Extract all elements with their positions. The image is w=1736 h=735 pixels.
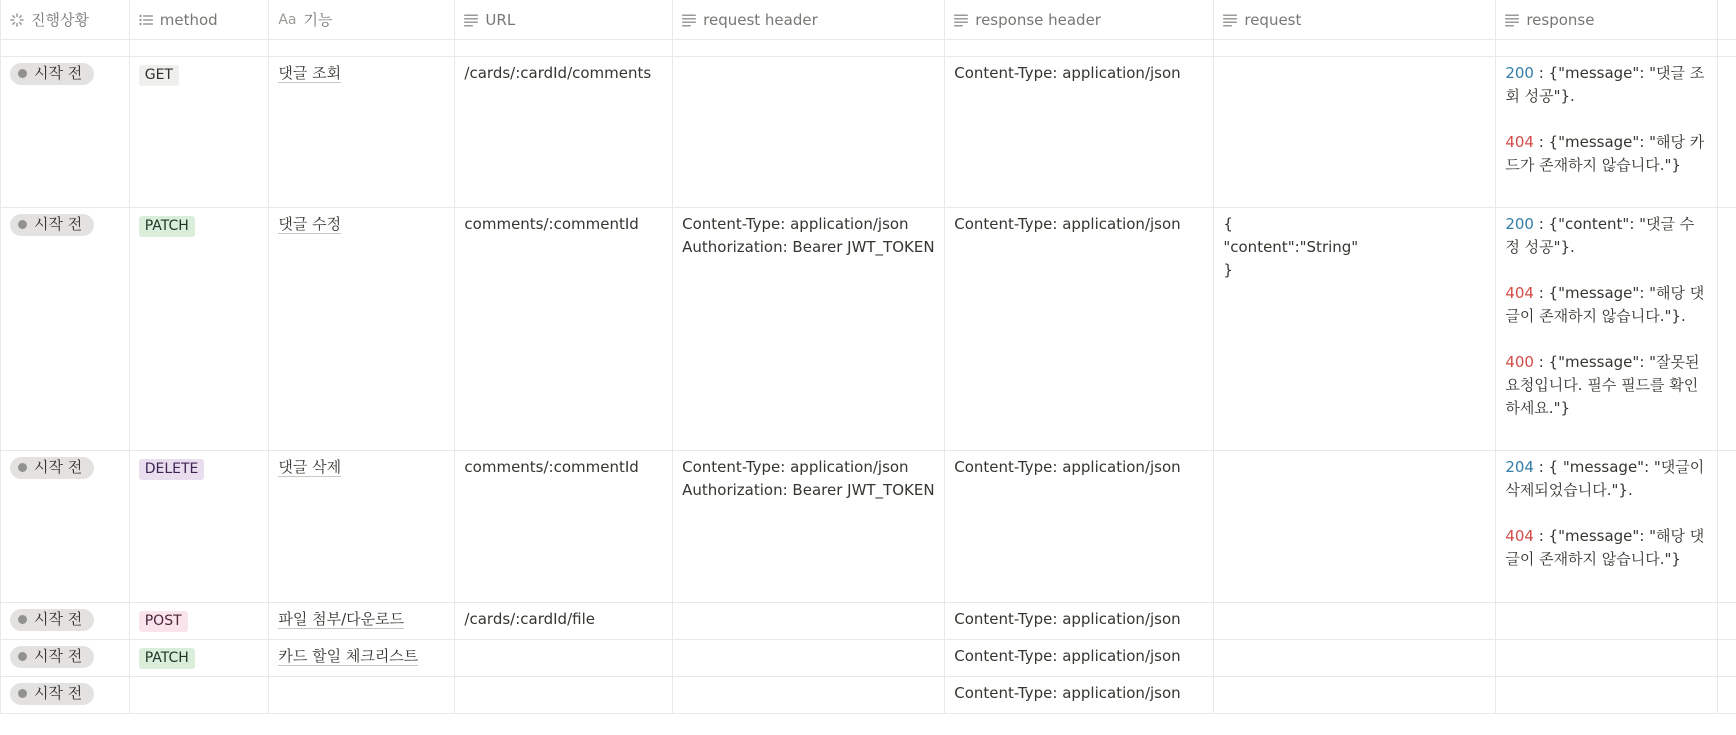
response-header-text: Content-Type: application/json bbox=[954, 684, 1181, 702]
table-scroll-gutter bbox=[1718, 57, 1736, 207]
url-text: /cards/:cardId/comments bbox=[464, 64, 652, 82]
response-message: : {"content": "댓글 수정 성공"}. bbox=[1505, 215, 1695, 256]
status-cell[interactable] bbox=[0, 640, 130, 676]
method-tag[interactable]: PATCH bbox=[139, 216, 195, 237]
url-cell[interactable] bbox=[455, 677, 673, 713]
column-header-label: 진행상황 bbox=[31, 11, 89, 29]
table-row[interactable] bbox=[0, 677, 1736, 714]
column-header-status[interactable] bbox=[0, 0, 130, 39]
table-row[interactable] bbox=[0, 208, 1736, 451]
table-scroll-gutter bbox=[1718, 451, 1736, 602]
request-header-cell[interactable] bbox=[673, 603, 945, 639]
status-label: 시작 전 bbox=[34, 610, 83, 628]
response-entry bbox=[1505, 62, 1708, 108]
table-cell bbox=[945, 40, 1214, 56]
status-cell[interactable] bbox=[0, 57, 130, 207]
response-header-cell[interactable] bbox=[945, 640, 1214, 676]
feature-title-link[interactable]: 카드 할일 체크리스트 bbox=[278, 647, 419, 665]
response-header-text: Content-Type: application/json bbox=[954, 647, 1181, 665]
response-entry bbox=[1505, 282, 1708, 328]
status-badge[interactable] bbox=[10, 214, 94, 236]
method-tag[interactable]: POST bbox=[139, 611, 188, 632]
response-header-cell[interactable] bbox=[945, 603, 1214, 639]
status-code: 400 bbox=[1505, 353, 1534, 371]
table-header-row bbox=[0, 0, 1736, 40]
status-label: 시작 전 bbox=[34, 458, 83, 476]
response-entry bbox=[1505, 351, 1708, 420]
table-cell bbox=[1496, 40, 1718, 56]
column-header-label: URL bbox=[485, 11, 516, 29]
feature-cell[interactable] bbox=[269, 640, 455, 676]
feature-cell[interactable] bbox=[269, 451, 455, 602]
status-dot-icon bbox=[18, 220, 27, 229]
table-row-clipped bbox=[0, 40, 1736, 57]
response-header-text: Content-Type: application/json bbox=[954, 64, 1181, 82]
status-code: 200 bbox=[1505, 64, 1534, 82]
request-header-cell[interactable] bbox=[673, 451, 945, 602]
status-code: 204 bbox=[1505, 458, 1534, 476]
title-aa-icon: Aa bbox=[278, 12, 297, 28]
table-cell bbox=[673, 40, 945, 56]
table-row[interactable] bbox=[0, 451, 1736, 603]
status-dot-icon bbox=[18, 463, 27, 472]
status-label: 시작 전 bbox=[34, 684, 83, 702]
status-label: 시작 전 bbox=[34, 215, 83, 233]
table-cell bbox=[455, 40, 673, 56]
url-cell[interactable] bbox=[455, 603, 673, 639]
request-header-cell[interactable] bbox=[673, 208, 945, 450]
response-message: : {"message": "댓글 조회 성공"}. bbox=[1505, 64, 1705, 105]
status-cell[interactable] bbox=[0, 208, 130, 450]
table-scroll-gutter bbox=[1718, 208, 1736, 450]
table-cell bbox=[0, 40, 130, 56]
status-code: 404 bbox=[1505, 133, 1534, 151]
column-header-label: 기능 bbox=[303, 11, 333, 29]
status-badge[interactable] bbox=[10, 63, 94, 85]
column-header-label: request header bbox=[703, 11, 818, 29]
request-header-cell[interactable] bbox=[673, 640, 945, 676]
status-dot-icon bbox=[18, 689, 27, 698]
table-scroll-gutter bbox=[1718, 640, 1736, 676]
column-header-request-header[interactable] bbox=[673, 0, 945, 39]
response-header-cell[interactable] bbox=[945, 451, 1214, 602]
text-lines-icon bbox=[1223, 13, 1237, 27]
request-cell[interactable] bbox=[1214, 451, 1496, 602]
response-cell[interactable] bbox=[1496, 57, 1718, 207]
status-cell[interactable] bbox=[0, 677, 130, 713]
response-header-cell[interactable] bbox=[945, 677, 1214, 713]
status-badge[interactable] bbox=[10, 646, 94, 668]
feature-title-link[interactable]: 댓글 수정 bbox=[278, 215, 342, 233]
response-cell[interactable] bbox=[1496, 677, 1718, 713]
url-cell[interactable] bbox=[455, 57, 673, 207]
column-header-response-header[interactable] bbox=[945, 0, 1214, 39]
table-cell bbox=[1214, 40, 1496, 56]
table-scroll-gutter bbox=[1718, 677, 1736, 713]
status-dot-icon bbox=[18, 615, 27, 624]
status-cell[interactable] bbox=[0, 603, 130, 639]
response-entry bbox=[1505, 213, 1708, 259]
response-cell[interactable] bbox=[1496, 640, 1718, 676]
feature-cell[interactable] bbox=[269, 603, 455, 639]
response-header-text: Content-Type: application/json bbox=[954, 458, 1181, 476]
method-cell[interactable] bbox=[130, 208, 270, 450]
response-message: : {"message": "해당 댓글이 존재하지 않습니다."} bbox=[1505, 527, 1705, 568]
table-scroll-gutter bbox=[1718, 603, 1736, 639]
feature-title-link[interactable]: 댓글 삭제 bbox=[278, 458, 342, 476]
response-header-cell[interactable] bbox=[945, 208, 1214, 450]
column-header-label: method bbox=[159, 11, 218, 29]
table-row[interactable] bbox=[0, 640, 1736, 677]
request-cell[interactable] bbox=[1214, 208, 1496, 450]
feature-cell[interactable] bbox=[269, 208, 455, 450]
method-cell[interactable] bbox=[130, 57, 270, 207]
column-header-label: response header bbox=[975, 11, 1101, 29]
column-header-feature[interactable] bbox=[269, 0, 455, 39]
url-text: /cards/:cardId/file bbox=[464, 610, 595, 628]
method-tag[interactable]: GET bbox=[139, 65, 179, 86]
column-header-request[interactable] bbox=[1214, 0, 1496, 39]
url-cell[interactable] bbox=[455, 451, 673, 602]
column-header-url[interactable] bbox=[455, 0, 673, 39]
method-tag[interactable]: DELETE bbox=[139, 459, 205, 480]
text-lines-icon bbox=[954, 13, 968, 27]
url-text: comments/:commentId bbox=[464, 215, 639, 233]
status-cell[interactable] bbox=[0, 451, 130, 602]
request-header-cell[interactable] bbox=[673, 57, 945, 207]
table-cell bbox=[1718, 40, 1736, 56]
column-header-label: request bbox=[1244, 11, 1302, 29]
column-header-method[interactable] bbox=[130, 0, 270, 39]
response-message: : { "message": "댓글이 삭제되었습니다."}. bbox=[1505, 458, 1705, 499]
status-dot-icon bbox=[18, 652, 27, 661]
table-scroll-gutter bbox=[1718, 0, 1736, 39]
status-label: 시작 전 bbox=[34, 64, 83, 82]
response-message: : {"message": "해당 댓글이 존재하지 않습니다."}. bbox=[1505, 284, 1705, 325]
method-cell[interactable] bbox=[130, 640, 270, 676]
request-header-cell[interactable] bbox=[673, 677, 945, 713]
response-entry bbox=[1505, 131, 1708, 177]
status-label: 시작 전 bbox=[34, 647, 83, 665]
request-header-text: Content-Type: application/json Authorization: Bearer JWT_TOKEN bbox=[682, 458, 935, 499]
list-icon bbox=[139, 13, 153, 27]
request-cell[interactable] bbox=[1214, 57, 1496, 207]
feature-cell[interactable] bbox=[269, 677, 455, 713]
response-message: : {"message": "해당 카드가 존재하지 않습니다."} bbox=[1505, 133, 1705, 174]
url-cell[interactable] bbox=[455, 640, 673, 676]
status-badge[interactable] bbox=[10, 683, 94, 705]
status-code: 404 bbox=[1505, 527, 1534, 545]
response-header-text: Content-Type: application/json bbox=[954, 610, 1181, 628]
status-badge[interactable] bbox=[10, 609, 94, 631]
response-message: : {"message": "잘못된 요청입니다. 필수 필드를 확인하세요."} bbox=[1505, 353, 1700, 417]
text-lines-icon bbox=[682, 13, 696, 27]
response-cell[interactable] bbox=[1496, 208, 1718, 450]
text-lines-icon bbox=[1505, 13, 1519, 27]
request-header-text: Content-Type: application/json Authorization: Bearer JWT_TOKEN bbox=[682, 215, 935, 256]
request-cell[interactable] bbox=[1214, 603, 1496, 639]
response-entry bbox=[1505, 525, 1708, 571]
url-cell[interactable] bbox=[455, 208, 673, 450]
status-badge[interactable] bbox=[10, 457, 94, 479]
request-body-text: { "content":"String" } bbox=[1223, 215, 1359, 279]
method-tag[interactable]: PATCH bbox=[139, 648, 195, 669]
status-dot-icon bbox=[18, 69, 27, 78]
method-cell[interactable] bbox=[130, 677, 270, 713]
text-lines-icon bbox=[464, 13, 478, 27]
url-text: comments/:commentId bbox=[464, 458, 639, 476]
response-header-cell[interactable] bbox=[945, 57, 1214, 207]
column-header-label: response bbox=[1526, 11, 1595, 29]
feature-cell[interactable] bbox=[269, 57, 455, 207]
request-cell[interactable] bbox=[1214, 677, 1496, 713]
table-row[interactable] bbox=[0, 57, 1736, 208]
response-cell[interactable] bbox=[1496, 603, 1718, 639]
feature-title-link[interactable]: 댓글 조회 bbox=[278, 64, 342, 82]
table-cell bbox=[130, 40, 270, 56]
method-cell[interactable] bbox=[130, 451, 270, 602]
column-header-response[interactable] bbox=[1496, 0, 1718, 39]
status-code: 200 bbox=[1505, 215, 1534, 233]
response-entry bbox=[1505, 456, 1708, 502]
response-header-text: Content-Type: application/json bbox=[954, 215, 1181, 233]
status-spinner-icon bbox=[10, 13, 24, 27]
request-cell[interactable] bbox=[1214, 640, 1496, 676]
table-cell bbox=[269, 40, 455, 56]
method-cell[interactable] bbox=[130, 603, 270, 639]
feature-title-link[interactable]: 파일 첨부/다운로드 bbox=[278, 610, 405, 628]
table-row[interactable] bbox=[0, 603, 1736, 640]
response-cell[interactable] bbox=[1496, 451, 1718, 602]
status-code: 404 bbox=[1505, 284, 1534, 302]
